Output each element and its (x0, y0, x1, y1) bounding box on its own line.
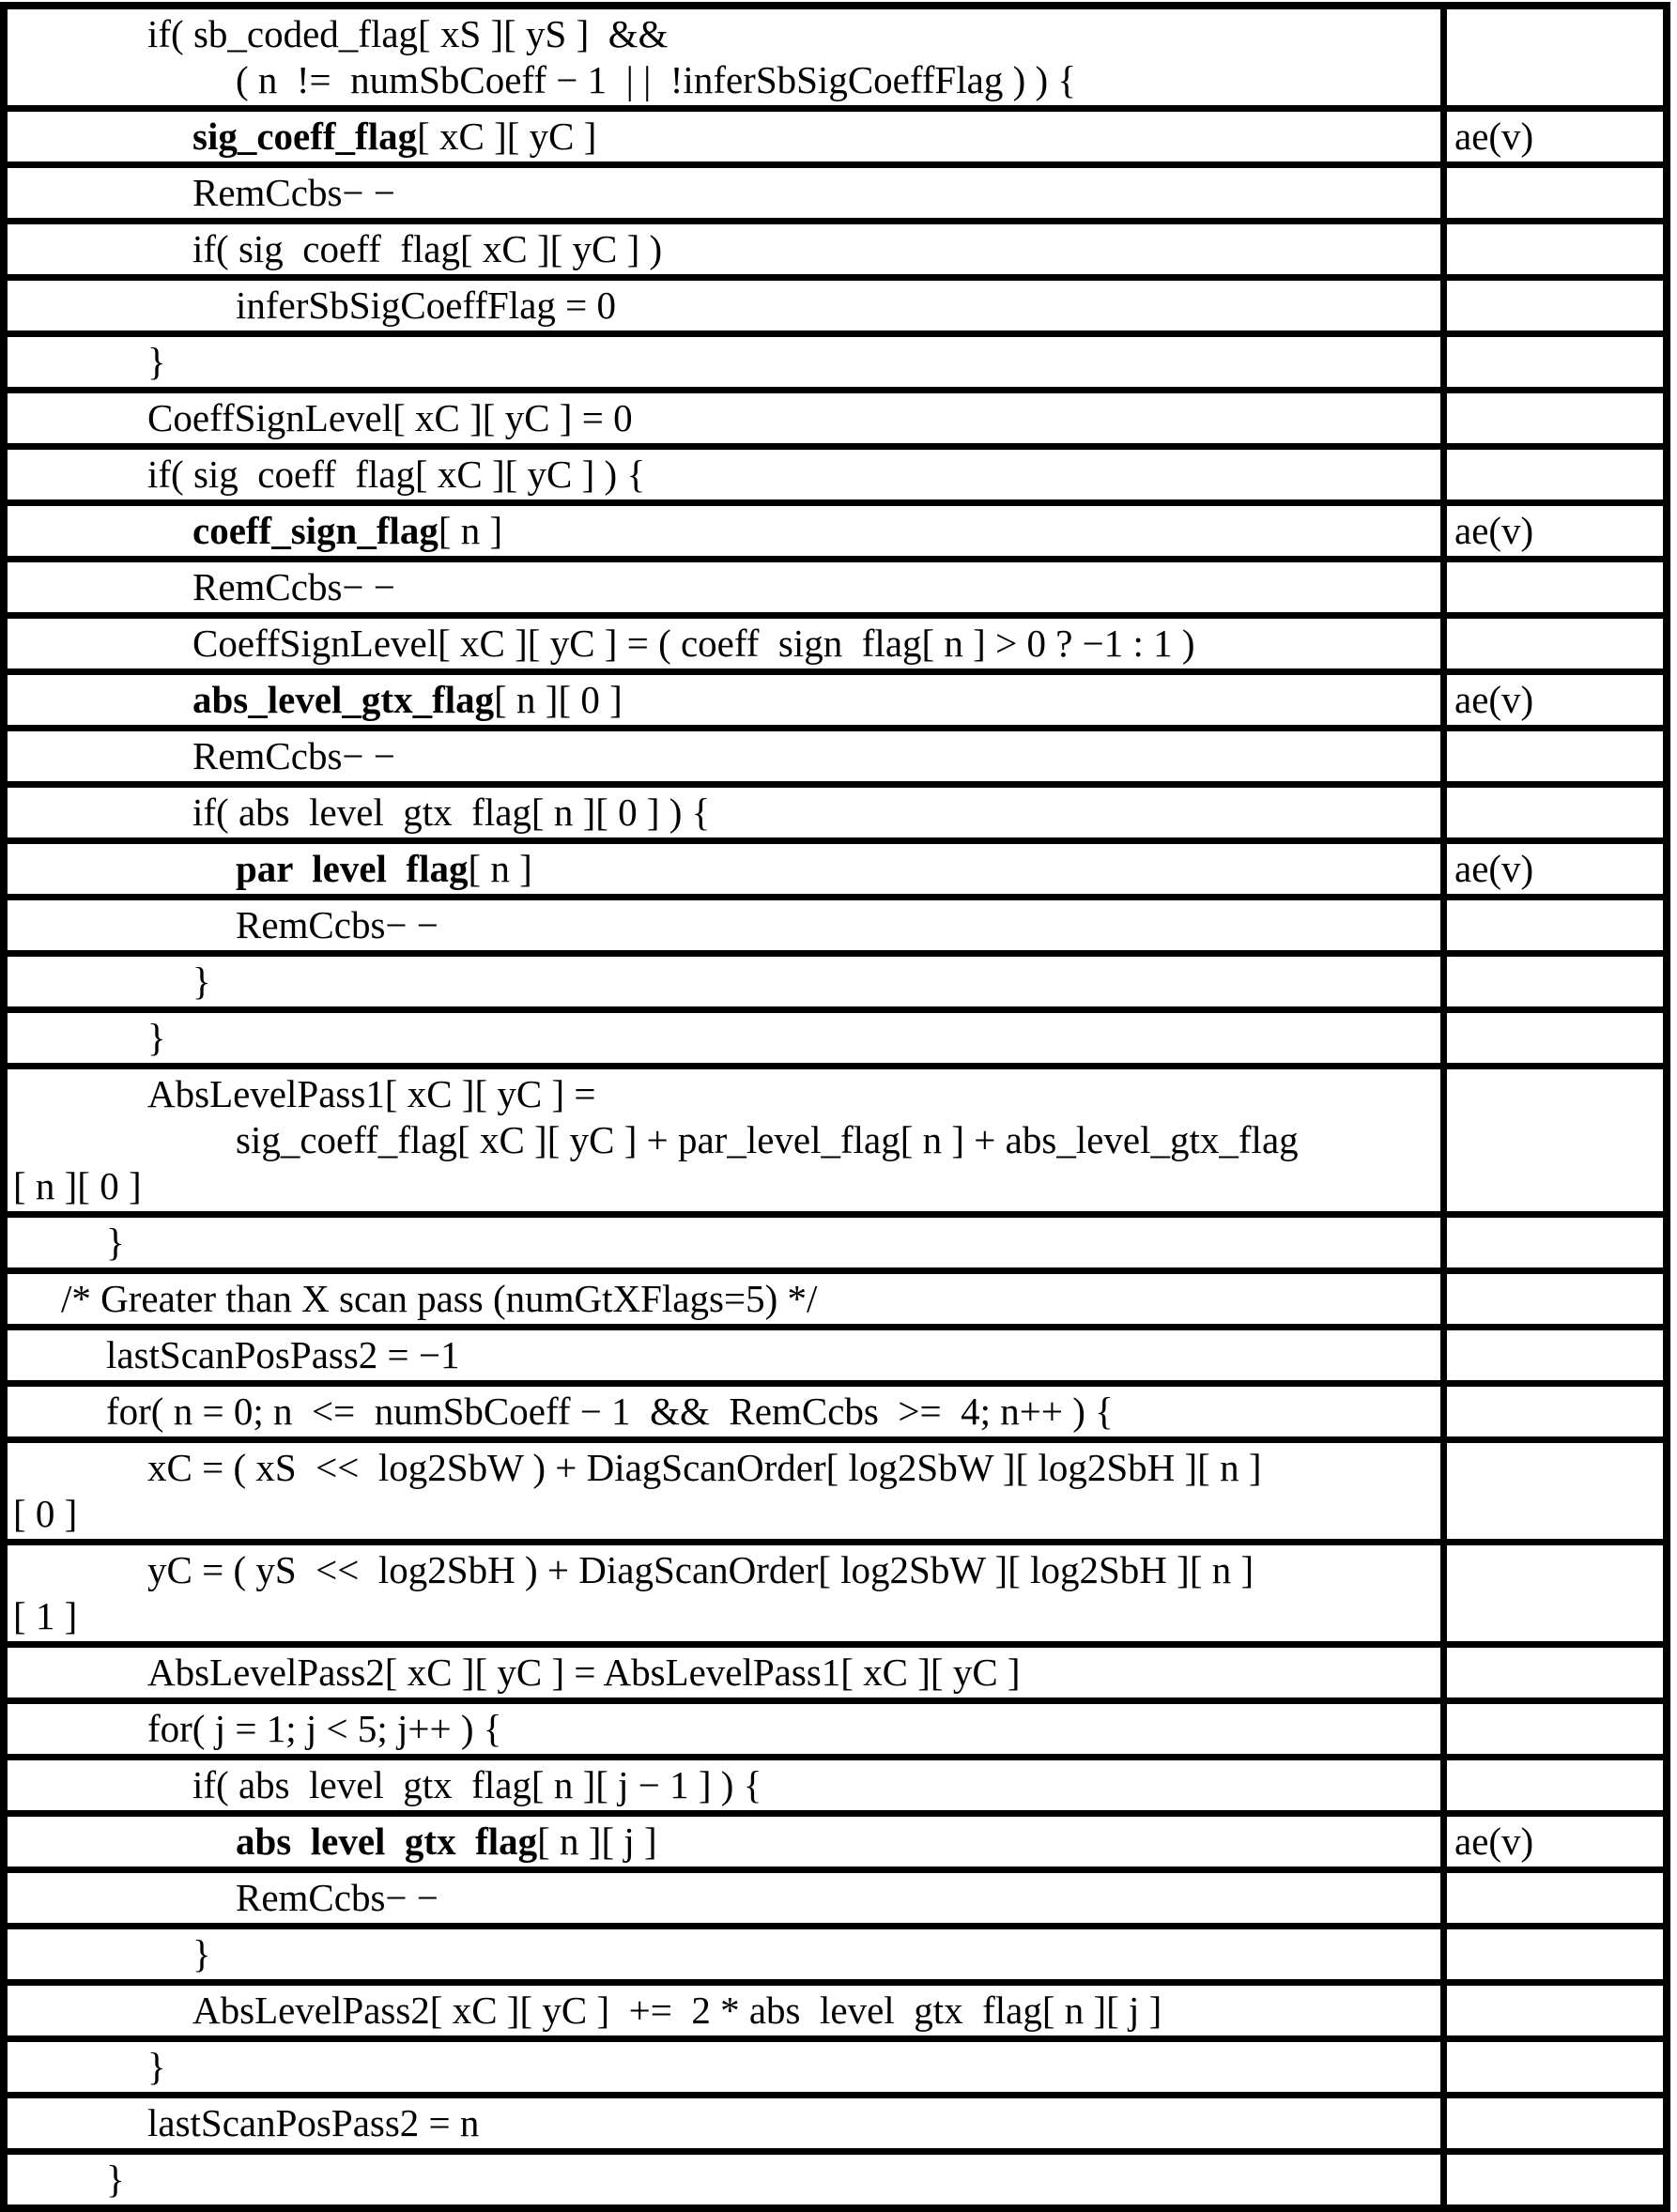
code-text: if( abs level gtx flag[ n ][ 0 ] ) { (192, 791, 711, 834)
descriptor-cell (1447, 168, 1663, 218)
code-text: for( n = 0; n <= numSbCoeff − 1 && RemCcbs >= 4; n++ ) { (106, 1390, 1114, 1433)
code-text: inferSbSigCoeffFlag = 0 (236, 284, 617, 327)
syntax-cell (8, 337, 1447, 387)
syntax-row (8, 1013, 1663, 1069)
descriptor-cell (1447, 900, 1663, 950)
syntax-cell (8, 112, 1447, 161)
code-text: } (147, 2045, 166, 2088)
code-line (8, 1650, 1440, 1696)
code-line (8, 733, 1440, 779)
syntax-row (8, 1545, 1663, 1648)
code-line (8, 1547, 1440, 1593)
syntax-cell (8, 2155, 1447, 2204)
code-line (8, 1389, 1440, 1435)
descriptor-cell (1447, 562, 1663, 612)
descriptor-text: ae(v) (1454, 115, 1534, 158)
descriptor-cell (1447, 788, 1663, 837)
code-line (8, 170, 1440, 216)
syntax-row (8, 1817, 1663, 1873)
syntax-row (8, 1986, 1663, 2042)
descriptor-text: ae(v) (1454, 847, 1534, 890)
descriptor-cell (1447, 1443, 1663, 1539)
syntax-row (8, 1760, 1663, 1817)
code-line (8, 1220, 1440, 1266)
code-line (8, 621, 1440, 667)
syntax-row (8, 393, 1663, 450)
code-line (8, 2100, 1440, 2146)
syntax-cell (8, 2098, 1447, 2148)
syntax-cell (8, 1760, 1447, 1810)
code-line (8, 1875, 1440, 1921)
syntax-cell (8, 675, 1447, 725)
code-line (8, 902, 1440, 948)
descriptor-cell (1447, 2155, 1663, 2204)
syntax-row (8, 1873, 1663, 1929)
syntax-row (8, 844, 1663, 900)
descriptor-text: ae(v) (1454, 1820, 1534, 1863)
code-text: [ xC ][ yC ] (417, 115, 597, 158)
code-text: if( abs level gtx flag[ n ][ j − 1 ] ) { (192, 1763, 762, 1806)
code-line (8, 1015, 1440, 1061)
syntax-row (8, 1069, 1663, 1218)
code-text: } (192, 1932, 211, 1975)
syntax-cell (8, 506, 1447, 556)
code-text: [ n ][ 0 ] (494, 678, 623, 721)
code-line (8, 1445, 1440, 1491)
syntax-row (8, 731, 1663, 788)
code-text: } (147, 1016, 166, 1059)
descriptor-cell (1447, 675, 1663, 725)
syntax-cell (8, 1069, 1447, 1211)
syntax-element-name: par level flag (236, 847, 469, 890)
syntax-row (8, 900, 1663, 957)
code-line (8, 1762, 1440, 1808)
code-line (8, 1988, 1440, 2034)
descriptor-cell (1447, 1929, 1663, 1979)
code-line (8, 508, 1440, 554)
syntax-cell (8, 1929, 1447, 1979)
code-text: [ 0 ] (13, 1492, 78, 1535)
code-line (8, 2157, 1440, 2203)
code-text: RemCcbs− − (236, 903, 438, 946)
syntax-cell (8, 1330, 1447, 1380)
descriptor-cell (1447, 281, 1663, 330)
syntax-row (8, 337, 1663, 393)
syntax-cell (8, 1443, 1447, 1539)
syntax-row (8, 9, 1663, 112)
code-text: if( sb_coded_flag[ xS ][ yS ] && (147, 12, 669, 55)
code-text: yC = ( yS << log2SbH ) + DiagScanOrder[ log2SbW ][ log2SbH ][ n ] (147, 1548, 1254, 1591)
descriptor-cell (1447, 1873, 1663, 1923)
syntax-row (8, 1443, 1663, 1545)
code-line (8, 2044, 1440, 2090)
code-line (8, 1819, 1440, 1865)
code-text: } (106, 2158, 125, 2201)
syntax-row (8, 1704, 1663, 1760)
syntax-cell (8, 1648, 1447, 1697)
code-text: [ n ][ 0 ] (13, 1164, 142, 1207)
syntax-cell (8, 9, 1447, 105)
code-line (8, 846, 1440, 892)
code-text: } (192, 960, 211, 1003)
syntax-row (8, 788, 1663, 844)
code-line (8, 1276, 1440, 1322)
syntax-cell (8, 731, 1447, 781)
code-text: lastScanPosPass2 = −1 (106, 1333, 460, 1376)
descriptor-cell (1447, 1274, 1663, 1324)
code-line (8, 226, 1440, 272)
descriptor-cell (1447, 1760, 1663, 1810)
code-text: CoeffSignLevel[ xC ][ yC ] = ( coeff sign flag[ n ] > 0 ? −1 : 1 ) (192, 622, 1195, 665)
syntax-row (8, 168, 1663, 224)
descriptor-cell (1447, 619, 1663, 668)
code-text: RemCcbs− − (236, 1876, 438, 1919)
syntax-element-name: abs_level_gtx_flag (192, 678, 495, 721)
descriptor-cell (1447, 1330, 1663, 1380)
code-line (8, 452, 1440, 498)
syntax-row (8, 1218, 1663, 1274)
syntax-row (8, 506, 1663, 562)
descriptor-cell (1447, 450, 1663, 499)
syntax-cell (8, 1274, 1447, 1324)
syntax-row (8, 2098, 1663, 2155)
code-line (8, 677, 1440, 723)
code-line (8, 1491, 1440, 1537)
code-text: AbsLevelPass1[ xC ][ yC ] = (147, 1072, 596, 1115)
syntax-row (8, 1929, 1663, 1986)
syntax-row (8, 450, 1663, 506)
descriptor-cell (1447, 1013, 1663, 1063)
syntax-row (8, 1387, 1663, 1443)
code-line (8, 1117, 1440, 1163)
descriptor-cell (1447, 393, 1663, 443)
code-text: } (147, 340, 166, 383)
code-text: ( n != numSbCoeff − 1 | | !inferSbSigCoeffFlag ) ) { (236, 58, 1077, 101)
code-text: sig_coeff_flag[ xC ][ yC ] + par_level_flag[ n ] + abs_level_gtx_flag (236, 1118, 1299, 1161)
descriptor-cell (1447, 506, 1663, 556)
descriptor-cell (1447, 2098, 1663, 2148)
syntax-cell (8, 450, 1447, 499)
syntax-element-name: abs level gtx flag (236, 1820, 538, 1863)
descriptor-cell (1447, 1986, 1663, 2035)
code-line (8, 790, 1440, 836)
syntax-cell (8, 224, 1447, 274)
syntax-cell (8, 619, 1447, 668)
code-line (8, 564, 1440, 610)
syntax-cell (8, 1387, 1447, 1436)
syntax-row (8, 562, 1663, 619)
code-line (8, 11, 1440, 57)
syntax-cell (8, 844, 1447, 894)
descriptor-cell (1447, 2042, 1663, 2092)
descriptor-cell (1447, 731, 1663, 781)
syntax-cell (8, 1704, 1447, 1754)
syntax-row (8, 281, 1663, 337)
syntax-table (0, 2, 1670, 2212)
code-text: xC = ( xS << log2SbW ) + DiagScanOrder[ log2SbW ][ log2SbH ][ n ] (147, 1446, 1262, 1489)
code-line (8, 1593, 1440, 1639)
syntax-row (8, 957, 1663, 1013)
syntax-row (8, 675, 1663, 731)
code-line (8, 1706, 1440, 1752)
descriptor-cell (1447, 1545, 1663, 1641)
descriptor-cell (1447, 1069, 1663, 1211)
code-text: [ n ] (438, 509, 503, 552)
syntax-cell (8, 1013, 1447, 1063)
syntax-cell (8, 788, 1447, 837)
code-line (8, 1332, 1440, 1378)
syntax-element-name: sig_coeff_flag (192, 115, 418, 158)
syntax-row (8, 1330, 1663, 1387)
descriptor-cell (1447, 1817, 1663, 1866)
code-line (8, 57, 1440, 103)
syntax-row (8, 1648, 1663, 1704)
descriptor-cell (1447, 9, 1663, 105)
code-text: for( j = 1; j < 5; j++ ) { (147, 1707, 502, 1750)
syntax-cell (8, 562, 1447, 612)
syntax-cell (8, 281, 1447, 330)
descriptor-cell (1447, 337, 1663, 387)
descriptor-text: ae(v) (1454, 678, 1534, 721)
code-line (8, 114, 1440, 160)
syntax-cell (8, 1545, 1447, 1641)
code-text: [ 1 ] (13, 1594, 78, 1637)
syntax-cell (8, 1218, 1447, 1267)
syntax-row (8, 2155, 1663, 2204)
syntax-cell (8, 1986, 1447, 2035)
syntax-row (8, 112, 1663, 168)
descriptor-cell (1447, 957, 1663, 1006)
descriptor-cell (1447, 844, 1663, 894)
code-text: lastScanPosPass2 = n (147, 2101, 480, 2144)
code-line (8, 395, 1440, 441)
code-text: /* Greater than X scan pass (numGtXFlags=5) */ (61, 1277, 818, 1320)
syntax-cell (8, 900, 1447, 950)
syntax-cell (8, 957, 1447, 1006)
descriptor-cell (1447, 1387, 1663, 1436)
code-text: AbsLevelPass2[ xC ][ yC ] = AbsLevelPass1[ xC ][ yC ] (147, 1651, 1021, 1694)
descriptor-cell (1447, 1704, 1663, 1754)
code-line (8, 283, 1440, 329)
descriptor-text: ae(v) (1454, 509, 1534, 552)
descriptor-cell (1447, 1218, 1663, 1267)
code-text: CoeffSignLevel[ xC ][ yC ] = 0 (147, 396, 633, 439)
syntax-cell (8, 393, 1447, 443)
syntax-element-name: coeff_sign_flag (192, 509, 438, 552)
syntax-row (8, 1274, 1663, 1330)
code-text: if( sig coeff flag[ xC ][ yC ] ) (192, 227, 663, 270)
syntax-cell (8, 1873, 1447, 1923)
code-text: RemCcbs− − (192, 171, 395, 214)
code-text: RemCcbs− − (192, 734, 395, 777)
code-line (8, 959, 1440, 1005)
syntax-row (8, 619, 1663, 675)
code-line (8, 1931, 1440, 1977)
descriptor-cell (1447, 112, 1663, 161)
code-line (8, 1071, 1440, 1117)
code-line (8, 339, 1440, 385)
code-text: } (106, 1221, 125, 1264)
syntax-row (8, 2042, 1663, 2098)
syntax-row (8, 224, 1663, 281)
syntax-cell (8, 168, 1447, 218)
descriptor-cell (1447, 224, 1663, 274)
code-text: AbsLevelPass2[ xC ][ yC ] += 2 * abs level gtx flag[ n ][ j ] (192, 1989, 1162, 2032)
code-text: [ n ] (468, 847, 532, 890)
code-text: if( sig coeff flag[ xC ][ yC ] ) { (147, 453, 646, 496)
code-text: RemCcbs− − (192, 565, 395, 608)
descriptor-cell (1447, 1648, 1663, 1697)
code-line (8, 1163, 1440, 1209)
code-text: [ n ][ j ] (537, 1820, 657, 1863)
syntax-cell (8, 2042, 1447, 2092)
syntax-cell (8, 1817, 1447, 1866)
